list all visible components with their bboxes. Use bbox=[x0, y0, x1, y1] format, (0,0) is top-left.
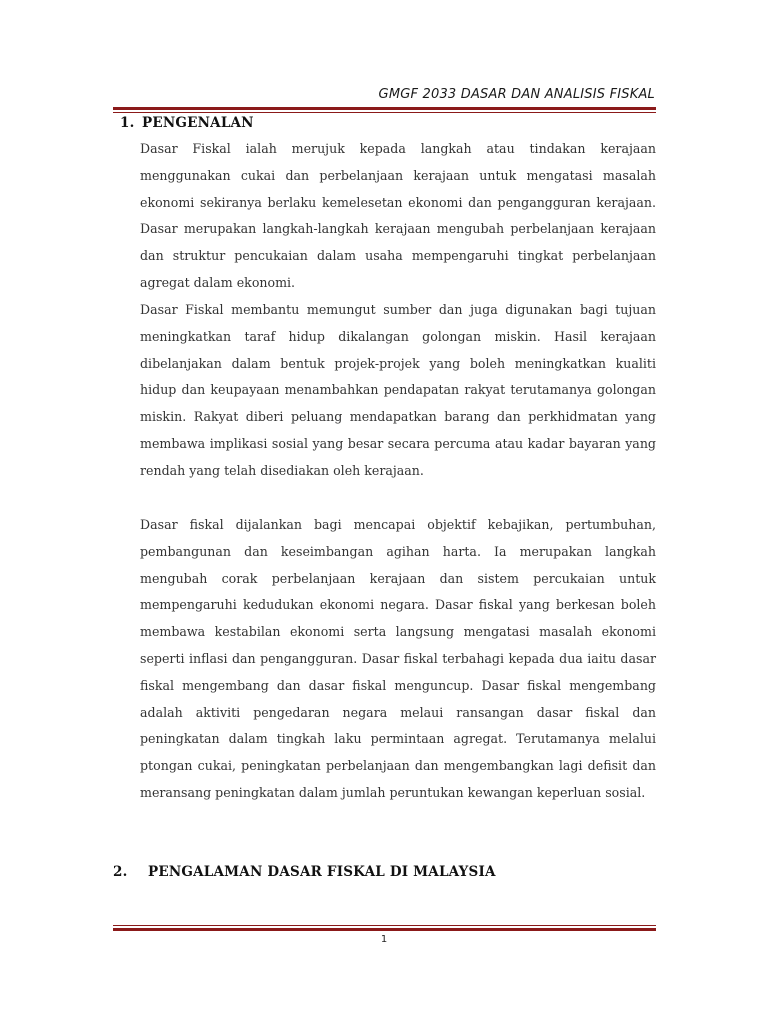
page-number: 1 bbox=[380, 934, 388, 945]
header-rule-thick bbox=[113, 107, 656, 110]
section-1-number: 1. bbox=[120, 115, 135, 131]
section-1-heading bbox=[120, 115, 254, 131]
section-2-number: 2. bbox=[113, 864, 128, 880]
paragraph-2: Dasar Fiskal membantu memungut sumber dan juga digunakan bagi tujuan meningkatkan taraf hidup dikalangan golongan miskin. Hasil kerajaan dibelanjakan dalam bentuk projek-projek yang boleh meningkatkan kualiti hidup dan keupayaan menambahkan pendapatan rakyat terutamanya golongan miskin. Rakyat diberi peluang mendapatkan barang dan perkhidmatan yang membawa implikasi sosial yang besar secara percuma atau kadar bayaran yang rendah yang telah disediakan oleh kerajaan. bbox=[140, 302, 656, 478]
section-1-title: PENGENALAN bbox=[142, 115, 254, 131]
running-header: GMGF 2033 DASAR DAN ANALISIS FISKAL bbox=[378, 87, 655, 102]
section-2-title: PENGALAMAN DASAR FISKAL DI MALAYSIA bbox=[148, 864, 496, 880]
paragraph-3: Dasar fiskal dijalankan bagi mencapai objektif kebajikan, pertumbuhan, pembangunan dan keseimbangan agihan harta. Ia merupakan langkah mengubah corak perbelanjaan kerajaan dan sistem percukaian untuk mempengaruhi kedudukan ekonomi negara. Dasar fiskal yang berkesan boleh membawa kestabilan ekonomi serta langsung mengatasi masalah ekonomi seperti inflasi dan pengangguran. Dasar fiskal terbahagi kepada dua iaitu dasar fiskal mengembang dan dasar fiskal menguncup. Dasar fiskal mengembang adalah aktiviti pengedaran negara melaui ransangan dasar fiskal dan peningkatan dalam tingkah laku permintaan agregat. Terutamanya melalui ptongan cukai, peningkatan perbelanjaan dan mengembangkan lagi defisit dan meransang peningkatan dalam jumlah peruntukan kewangan keperluan sosial. bbox=[140, 517, 656, 800]
header-rule-thin bbox=[113, 112, 656, 113]
section-2-heading bbox=[113, 864, 496, 880]
paragraph-1: Dasar Fiskal ialah merujuk kepada langkah atau tindakan kerajaan menggunakan cukai dan perbelanjaan kerajaan untuk mengatasi masalah ekonomi sekiranya berlaku kemelesetan ekonomi dan pengangguran kerajaan. Dasar merupakan langkah-langkah kerajaan mengubah perbelanjaan kerajaan dan struktur pencukaian dalam usaha mempengaruhi tingkat perbelanjaan agregat dalam ekonomi. bbox=[140, 141, 656, 290]
footer-rule-thick bbox=[113, 928, 656, 931]
footer-rule-thin bbox=[113, 925, 656, 926]
